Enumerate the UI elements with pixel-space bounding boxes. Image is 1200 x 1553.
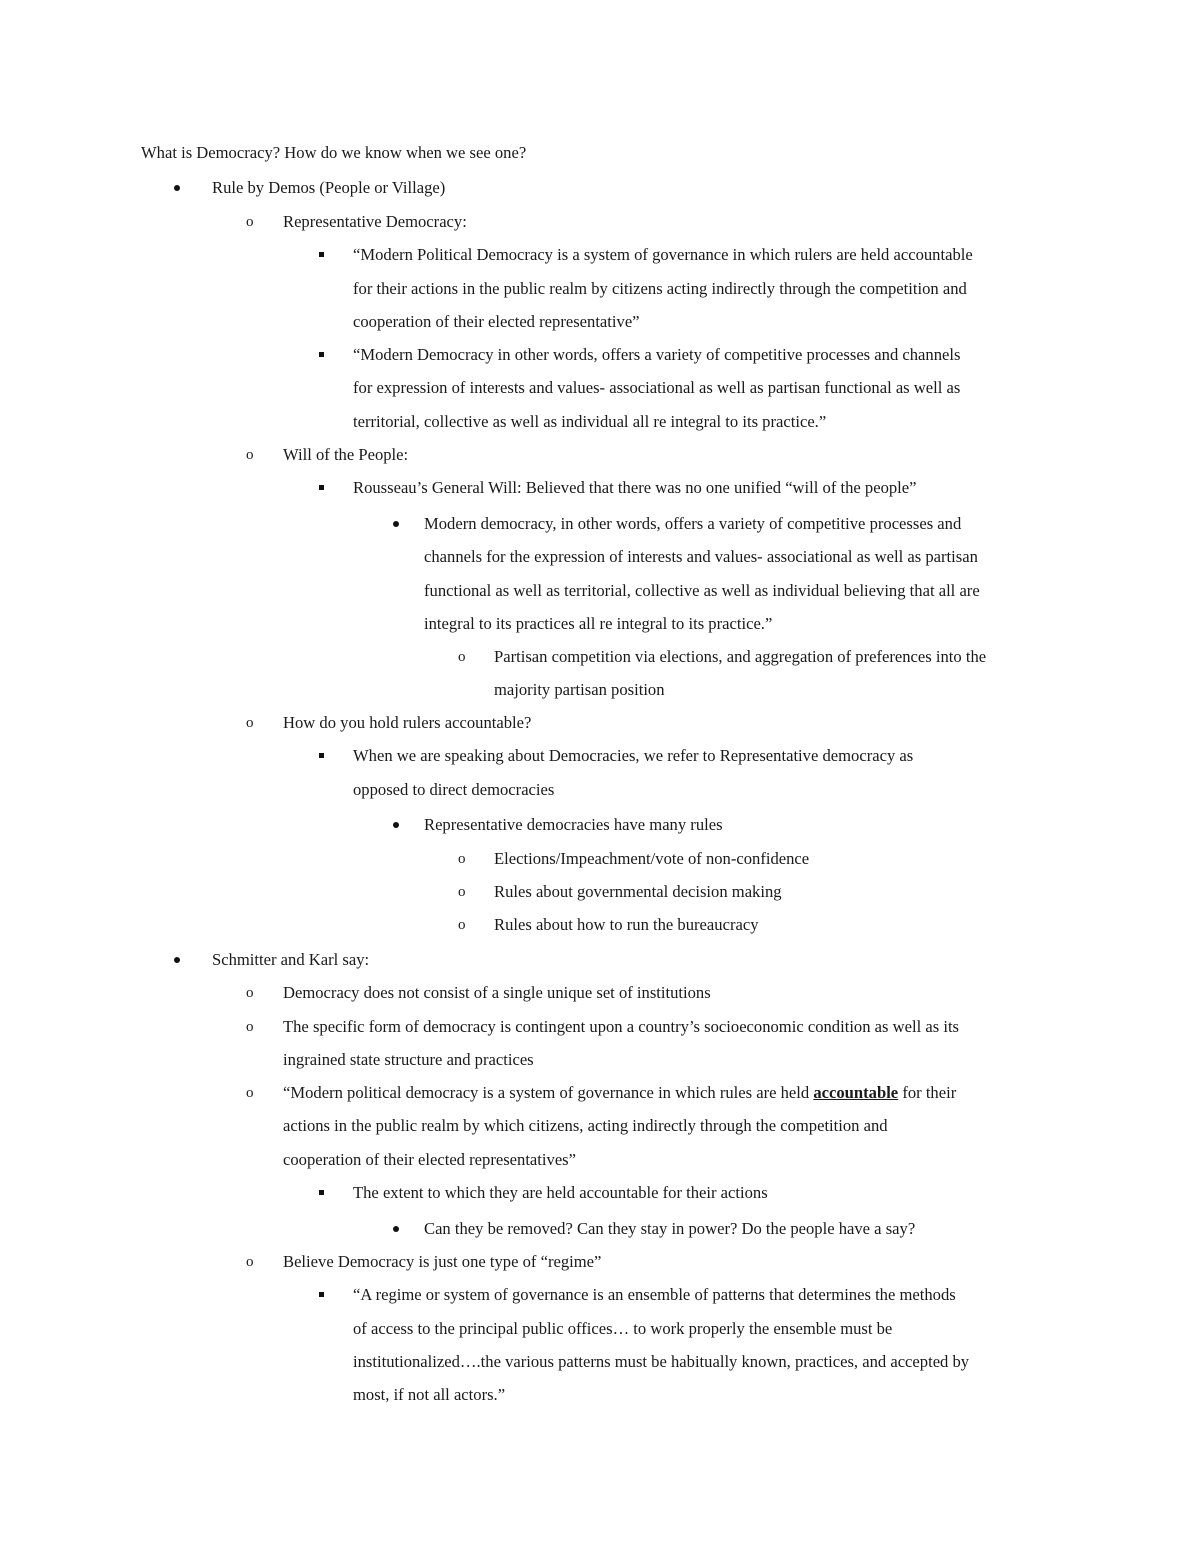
list-item-continued: territorial, collective as well as individual all re integral to its practice.” [353,412,827,431]
quote-text: for their [898,1083,957,1102]
list-item: Rousseau’s General Will: Believed that there was no one unified “will of the people” [353,478,917,497]
list-item: Can they be removed? Can they stay in power? Do the people have a say? [424,1219,916,1238]
circle-bullet-icon: o [246,715,254,731]
list-item-continued: for expression of interests and values- associational as well as partisan functional as well as [353,378,961,397]
circle-bullet-icon: o [246,214,254,230]
list-item: Representative democracies have many rules [424,815,723,834]
list-item-continued: ingrained state structure and practices [283,1050,534,1069]
square-bullet-icon [319,352,324,357]
list-item: The specific form of democracy is contingent upon a country’s socioeconomic condition as well as its [283,1017,960,1036]
list-item-continued: for their actions in the public realm by citizens acting indirectly through the competition and [353,279,967,298]
list-item: “Modern Political Democracy is a system of governance in which rulers are held accountable [353,245,973,264]
list-item-continued: functional as well as territorial, collective as well as individual believing that all are [424,581,980,600]
square-bullet-icon [319,1190,324,1195]
circle-bullet-icon: o [246,985,254,1001]
list-item-continued: cooperation of their elected representative” [353,312,640,331]
list-item-continued: cooperation of their elected representatives” [283,1150,577,1169]
list-item: Democracy does not consist of a single unique set of institutions [283,983,711,1002]
circle-bullet-icon: o [246,1254,254,1270]
list-item: How do you hold rulers accountable? [283,713,532,732]
circle-bullet-icon: o [246,1085,254,1101]
square-bullet-icon [319,252,324,257]
quote-text: “Modern political democracy is a system of governance in which rules are held [283,1083,814,1102]
bullet-icon [393,822,399,828]
list-item-continued: actions in the public realm by which citizens, acting indirectly through the competition and [283,1116,888,1135]
circle-bullet-icon: o [458,917,466,933]
list-item: Will of the People: [283,445,409,464]
square-bullet-icon [319,753,324,758]
list-item [283,1083,956,1103]
emphasized-word: accountable [813,1083,899,1102]
bullet-icon [393,1226,399,1232]
list-item: Elections/Impeachment/vote of non-confidence [494,849,810,868]
list-item-continued: of access to the principal public offices… to work properly the ensemble must be [353,1319,893,1338]
square-bullet-icon [319,1292,324,1297]
circle-bullet-icon: o [246,447,254,463]
list-item-continued: opposed to direct democracies [353,780,555,799]
list-item-continued: institutionalized….the various patterns must be habitually known, practices, and accepted by [353,1352,970,1371]
bullet-icon [393,521,399,527]
square-bullet-icon [319,485,324,490]
list-item: “A regime or system of governance is an ensemble of patterns that determines the methods [353,1285,956,1304]
list-item-continued: most, if not all actors.” [353,1385,506,1404]
circle-bullet-icon: o [458,649,466,665]
list-item-continued: majority partisan position [494,680,665,699]
bullet-icon [174,185,180,191]
circle-bullet-icon: o [458,884,466,900]
list-item: Rules about governmental decision making [494,882,782,901]
list-item-continued: channels for the expression of interests and values- associational as well as partisan [424,547,978,566]
list-item: The extent to which they are held accountable for their actions [353,1183,768,1202]
list-item: Believe Democracy is just one type of “regime” [283,1252,602,1271]
list-item: When we are speaking about Democracies, we refer to Representative democracy as [353,746,914,765]
page-title: What is Democracy? How do we know when we see one? [141,143,527,162]
list-item-continued: integral to its practices all re integral to its practice.” [424,614,773,633]
list-item: Rules about how to run the bureaucracy [494,915,759,934]
list-item: “Modern Democracy in other words, offers a variety of competitive processes and channels [353,345,961,364]
circle-bullet-icon: o [246,1019,254,1035]
list-item: Modern democracy, in other words, offers a variety of competitive processes and [424,514,962,533]
circle-bullet-icon: o [458,851,466,867]
list-item: Rule by Demos (People or Village) [212,178,446,197]
list-item: Schmitter and Karl say: [212,950,370,969]
list-item: Partisan competition via elections, and aggregation of preferences into the [494,647,987,666]
list-item: Representative Democracy: [283,212,467,231]
bullet-icon [174,957,180,963]
